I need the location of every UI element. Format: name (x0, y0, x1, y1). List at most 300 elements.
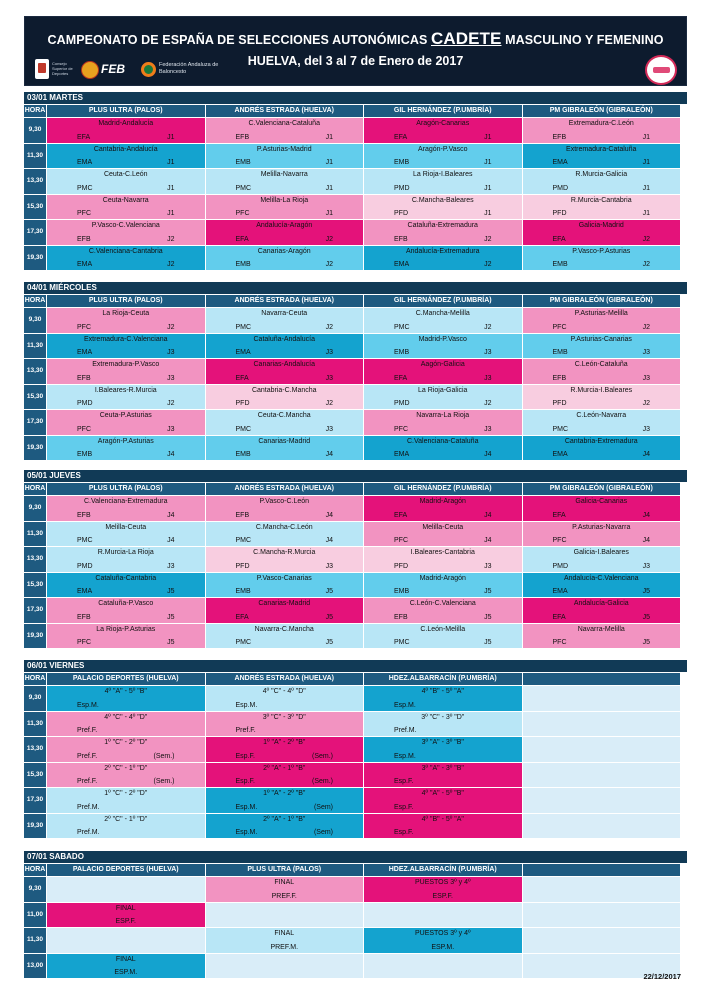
game-cell (206, 496, 364, 521)
game-cell (523, 385, 681, 410)
time-label: 9,30 (24, 496, 46, 521)
matchup: La Rioja-P.Asturias (96, 625, 156, 633)
round-code: J1 (325, 210, 333, 217)
time-slot-row (24, 737, 687, 762)
round-code: J4 (484, 451, 492, 458)
category-code: EFA (394, 374, 408, 382)
time-label: 9,30 (24, 118, 46, 143)
matchup: 2º "A" - 1º "B" (263, 815, 306, 823)
round-code: J1 (642, 159, 650, 166)
venue-header: GIL HERNÁNDEZ (P.UMBRÍA) (364, 295, 522, 307)
game-cell (206, 814, 364, 839)
round-code: J2 (642, 323, 650, 331)
time-slot-row (24, 308, 687, 333)
game-cell (523, 118, 681, 143)
hora-header: HORA (24, 673, 46, 685)
time-label: 13,30 (24, 737, 46, 762)
matchup: Aragón-P.Vasco (417, 145, 468, 153)
matchup: 2º "A" - 1º "B" (263, 764, 306, 772)
game-cell (206, 410, 364, 435)
game-cell (523, 547, 681, 572)
matchup: Galicia-Madrid (578, 222, 624, 229)
category-code: EFA (235, 235, 249, 243)
hora-header: HORA (24, 864, 46, 876)
matchup: C.Mancha-Baleares (411, 196, 474, 204)
hora-header: HORA (24, 483, 46, 495)
game-cell (206, 118, 364, 143)
category-code: PFD (394, 210, 408, 217)
time-label: 17,30 (24, 788, 46, 813)
matchup: 1º "C" - 2º "D" (104, 790, 148, 797)
category-code: PMC (394, 639, 410, 646)
round-code: J4 (484, 511, 492, 519)
round-code: J4 (642, 511, 650, 519)
matchup: Andalucía-Extremadura (405, 247, 480, 255)
round-code: J3 (325, 374, 333, 382)
matchup: C.León-Cataluña (574, 361, 628, 368)
time-slot-row (24, 763, 687, 788)
round-code: J2 (167, 323, 175, 331)
game-cell (47, 624, 205, 649)
round-code: J3 (325, 425, 333, 433)
venue-header (523, 673, 681, 685)
round-code: J1 (325, 184, 333, 192)
matchup: C.León-C.Valenciana (409, 600, 476, 607)
game-cell (364, 686, 522, 711)
round-code: J1 (484, 133, 492, 141)
game-cell (364, 814, 522, 839)
round-code: J2 (325, 400, 333, 407)
time-slot-row (24, 877, 687, 902)
time-slot-row (24, 573, 687, 598)
category-code: EMB (552, 261, 568, 268)
game-cell (206, 624, 364, 649)
game-cell (47, 195, 205, 220)
venue-header: PM GIBRALEÓN (GIBRALEÓN) (523, 483, 681, 495)
matchup: Ceuta-Navarra (102, 196, 149, 204)
game-cell (47, 144, 205, 169)
time-slot-row (24, 598, 687, 623)
matchup: 1º "C" - 2º "D" (104, 739, 148, 746)
category-code: Esp.M. (77, 701, 99, 709)
title-part-2: MASCULINO Y FEMENINO (505, 33, 664, 47)
round-code: J3 (484, 349, 492, 356)
time-label: 9,30 (24, 308, 46, 333)
round-code: J5 (642, 613, 650, 621)
category-code: Esp.F. (394, 829, 414, 836)
game-cell (523, 410, 681, 435)
matchup: FINAL (115, 955, 136, 963)
category-code: EMA (235, 349, 251, 356)
category-code: PMC (77, 537, 93, 544)
game-cell (523, 144, 681, 169)
time-slot-row (24, 169, 687, 194)
round-code: J2 (325, 235, 333, 243)
game-cell (364, 144, 522, 169)
title-cadete: CADETE (430, 29, 502, 48)
matchup: C.Mancha-C.León (255, 523, 313, 531)
time-slot-row (24, 522, 687, 547)
round-code: J4 (167, 451, 175, 458)
time-label: 11,30 (24, 712, 46, 737)
matchup: 1º "A" - 2º "B" (263, 739, 306, 746)
game-cell (206, 246, 364, 271)
round-code: J1 (167, 159, 175, 166)
category-code: EFB (77, 374, 91, 382)
game-cell (206, 220, 364, 245)
category-code: EMA (552, 588, 568, 595)
category-code: Pref.F. (235, 727, 256, 734)
game-cell (523, 308, 681, 333)
game-cell (47, 522, 205, 547)
category-code: PMD (394, 184, 410, 192)
game-cell (364, 436, 522, 461)
game-cell (364, 496, 522, 521)
round-code: J5 (167, 639, 175, 646)
time-label: 13,30 (24, 169, 46, 194)
matchup: Ceuta-C.Mancha (257, 412, 311, 419)
game-cell (206, 334, 364, 359)
matchup: 3º "A" - 3º "B" (421, 764, 464, 772)
page-title (25, 29, 686, 49)
matchup: La Rioja-Galicia (418, 386, 468, 394)
matchup: 2º "C" - 1º "D" (104, 815, 148, 823)
game-cell (47, 954, 205, 979)
matchup: Aragón-P.Asturias (97, 437, 154, 445)
game-cell (47, 385, 205, 410)
empty-cell (206, 954, 364, 979)
matchup: C.León-Navarra (576, 412, 627, 419)
venue-header: PLUS ULTRA (PALOS) (206, 864, 364, 876)
empty-cell (206, 903, 364, 928)
venue-header: GIL HERNÁNDEZ (P.UMBRÍA) (364, 105, 522, 117)
category-code: PMC (77, 184, 93, 192)
time-label: 13,30 (24, 359, 46, 384)
empty-cell (523, 763, 681, 788)
category-code: EMB (394, 159, 410, 166)
matchup: 4º "A" - 5º "B" (421, 790, 464, 797)
category-code: Esp.M. (394, 752, 416, 760)
empty-cell (523, 814, 681, 839)
day-section (24, 92, 687, 270)
category-code: Esp.M. (235, 701, 258, 709)
game-cell (206, 144, 364, 169)
category-code: ESP.F. (432, 892, 453, 900)
hora-header: HORA (24, 295, 46, 307)
matchup: Navarra-C.Mancha (254, 625, 314, 633)
matchup: PUESTOS 3º y 4º (414, 930, 471, 937)
matchup: 2º "C" - 1º "D" (104, 764, 148, 772)
round-code: J4 (484, 537, 492, 544)
category-code: EFA (235, 374, 249, 382)
round-code: J1 (325, 159, 333, 166)
game-cell (523, 246, 681, 271)
game-cell (523, 195, 681, 220)
round-code: J5 (325, 613, 333, 621)
fab-logo: Federación Andaluza de Baloncesto (141, 59, 221, 81)
round-note: (Sem.) (312, 778, 333, 785)
time-label: 11,00 (24, 903, 46, 928)
venue-header (523, 864, 681, 876)
time-slot-row (24, 686, 687, 711)
category-code: EMA (77, 349, 93, 356)
category-code: Pref.M. (77, 803, 100, 811)
empty-cell (523, 712, 681, 737)
matchup: Canarias-Madrid (258, 437, 311, 445)
matchup: C.Valenciana-Cataluña (248, 120, 320, 127)
category-code: Pref.F. (77, 752, 98, 760)
game-cell (206, 385, 364, 410)
matchup: Melilla-Navarra (260, 171, 308, 178)
day-section (24, 470, 687, 648)
round-code: J5 (325, 639, 333, 646)
game-cell (364, 573, 522, 598)
matchup: P.Asturias-Melilla (574, 310, 628, 317)
time-label: 19,30 (24, 246, 46, 271)
empty-cell (364, 903, 522, 928)
feb-logo: FEB (81, 59, 131, 81)
matchup: Cantabria-Andalucía (93, 145, 158, 153)
category-code: PMC (235, 537, 252, 544)
venue-header-row (24, 105, 687, 117)
game-cell (364, 598, 522, 623)
game-cell (47, 712, 205, 737)
time-slot-row (24, 814, 687, 839)
time-slot-row (24, 246, 687, 271)
game-cell (47, 496, 205, 521)
matchup: 4º "B" - 5º "A" (421, 815, 464, 823)
matchup: Navarra-La Rioja (416, 412, 470, 419)
category-code: EFA (394, 511, 408, 519)
time-label: 11,30 (24, 522, 46, 547)
game-cell (206, 928, 364, 953)
venue-header-row (24, 295, 687, 307)
category-code: PFC (394, 425, 408, 433)
game-cell (364, 522, 522, 547)
matchup: 3º "C" - 3º "D" (421, 713, 465, 721)
game-cell (206, 522, 364, 547)
game-cell (364, 410, 522, 435)
page-subtitle: HUELVA, del 3 al 7 de Enero de 2017 (247, 54, 464, 68)
category-code: EMB (235, 588, 251, 595)
round-code: J3 (642, 562, 650, 570)
hora-header: HORA (24, 105, 46, 117)
category-code: EFB (77, 235, 91, 243)
matchup: P.Asturias-Navarra (572, 523, 631, 531)
matchup: P.Asturias-Canarias (570, 335, 632, 343)
category-code: PFC (77, 323, 91, 331)
game-cell (47, 573, 205, 598)
venue-header: GIL HERNÁNDEZ (P.UMBRÍA) (364, 483, 522, 495)
matchup: Andalucía-Aragón (256, 222, 313, 229)
round-code: J1 (325, 133, 333, 141)
matchup: C.Valenciana-Cataluña (407, 437, 479, 445)
matchup: C.Valenciana-Extremadura (83, 498, 168, 505)
csd-logo: Consejo Superior de Deportes (35, 59, 75, 81)
time-label: 15,30 (24, 195, 46, 220)
day-title: 07/01 SABADO (24, 851, 687, 863)
matchup: 3º "A" - 3º "B" (421, 739, 464, 746)
game-cell (364, 359, 522, 384)
round-code: J2 (484, 235, 492, 243)
category-code: PFD (552, 210, 567, 217)
category-code: EFB (552, 133, 567, 141)
time-label: 9,30 (24, 686, 46, 711)
day-title: 06/01 VIERNES (24, 660, 687, 672)
time-slot-row (24, 624, 687, 649)
matchup: I.Baleares-R.Murcia (94, 386, 157, 394)
venue-header-row (24, 864, 687, 876)
category-code: EFB (235, 511, 250, 519)
game-cell (364, 712, 522, 737)
time-slot-row (24, 712, 687, 737)
category-code: PREF.M. (270, 943, 299, 951)
matchup: P.Vasco-C.Valenciana (91, 222, 160, 229)
category-code: EMA (552, 159, 568, 166)
matchup: Melilla-La Rioja (260, 196, 309, 204)
category-code: Esp.M. (235, 829, 258, 836)
venue-header: HDEZ.ALBARRACÍN (P.UMBRÍA) (364, 864, 522, 876)
game-cell (364, 928, 522, 953)
game-cell (47, 436, 205, 461)
game-cell (206, 598, 364, 623)
game-cell (364, 737, 522, 762)
matchup: Cantabria-Extremadura (564, 437, 638, 445)
empty-cell (523, 903, 681, 928)
game-cell (364, 763, 522, 788)
category-code: EMA (394, 261, 410, 268)
time-label: 15,30 (24, 385, 46, 410)
category-code: ESP.M. (431, 943, 455, 951)
matchup: Extremadura-Cataluña (566, 145, 637, 153)
matchup: R.Murcia-Cantabria (570, 196, 632, 204)
round-code: J1 (167, 210, 175, 217)
time-slot-row (24, 788, 687, 813)
time-label: 19,30 (24, 814, 46, 839)
time-slot-row (24, 220, 687, 245)
category-code: EFB (394, 613, 408, 621)
game-cell (523, 598, 681, 623)
game-cell (364, 624, 522, 649)
round-code: J2 (642, 400, 650, 407)
matchup: R.Murcia-I.Baleares (570, 386, 633, 394)
category-code: ESP.F. (115, 918, 136, 925)
matchup: Cataluña-Andalucía (253, 335, 315, 343)
empty-cell (523, 686, 681, 711)
round-code: J5 (325, 588, 333, 595)
category-code: EMA (77, 588, 93, 595)
time-label: 17,30 (24, 410, 46, 435)
category-code: Pref.F. (77, 727, 98, 734)
matchup: C.Valenciana-Cantabria (88, 247, 163, 255)
matchup: Extremadura-C.Valenciana (83, 335, 168, 343)
round-code: J4 (642, 451, 650, 458)
empty-cell (523, 928, 681, 953)
matchup: Galicia-I.Baleares (573, 549, 629, 556)
round-code: J3 (642, 349, 650, 356)
round-code: J2 (484, 323, 492, 331)
time-label: 11,30 (24, 144, 46, 169)
game-cell (47, 763, 205, 788)
category-code: PFC (235, 210, 250, 217)
game-cell (47, 903, 205, 928)
time-label: 15,30 (24, 573, 46, 598)
game-cell (364, 169, 522, 194)
category-code: PMD (77, 562, 93, 570)
game-cell (206, 169, 364, 194)
game-cell (523, 496, 681, 521)
game-cell (206, 436, 364, 461)
round-code: J1 (484, 184, 492, 192)
category-code: EMB (552, 349, 568, 356)
matchup: Canarias-Aragón (257, 247, 311, 255)
time-slot-row (24, 903, 687, 928)
venue-header: ANDRÉS ESTRADA (HUELVA) (206, 483, 364, 495)
game-cell (206, 877, 364, 902)
matchup: FINAL (115, 904, 136, 912)
round-code: J1 (167, 133, 175, 141)
empty-cell (47, 928, 205, 953)
round-code: J3 (167, 425, 175, 433)
matchup: 4º "C" - 4º "D" (104, 713, 148, 721)
matchup: R.Murcia-Galicia (575, 171, 628, 178)
game-cell (206, 737, 364, 762)
game-cell (523, 169, 681, 194)
category-code: Esp.F. (235, 752, 255, 760)
time-label: 9,30 (24, 877, 46, 902)
matchup: C.León-Melilla (420, 625, 466, 633)
round-code: J1 (642, 133, 650, 141)
matchup: Ceuta-P.Asturias (99, 412, 152, 419)
game-cell (364, 220, 522, 245)
category-code: EFB (552, 374, 567, 382)
category-code: PFC (552, 537, 567, 544)
round-code: J2 (167, 235, 175, 243)
empty-cell (523, 788, 681, 813)
time-label: 13,00 (24, 954, 46, 979)
venue-header: HDEZ.ALBARRACÍN (P.UMBRÍA) (364, 673, 522, 685)
matchup: P.Vasco-Canarias (256, 574, 312, 582)
venue-header: PM GIBRALEÓN (GIBRALEÓN) (523, 105, 681, 117)
category-code: Esp.F. (394, 803, 414, 811)
game-cell (47, 410, 205, 435)
venue-header: ANDRÉS ESTRADA (HUELVA) (206, 673, 364, 685)
matchup: Extremadura-C.León (568, 120, 634, 127)
empty-cell (364, 954, 522, 979)
round-code: J5 (167, 588, 175, 595)
day-section (24, 851, 687, 978)
matchup: Aragón-Canarias (416, 120, 470, 127)
round-code: J3 (325, 562, 333, 570)
round-code: J1 (642, 210, 650, 217)
category-code: EMB (235, 451, 251, 458)
matchup: Canarias-Andalucía (253, 361, 315, 368)
game-cell (47, 359, 205, 384)
round-note: (Sem.) (312, 752, 333, 760)
category-code: PFC (77, 210, 91, 217)
matchup: C.Mancha-Melilla (415, 310, 470, 317)
time-slot-row (24, 359, 687, 384)
matchup: C.Mancha-R.Murcia (253, 549, 316, 556)
game-cell (47, 686, 205, 711)
day-section (24, 282, 687, 460)
matchup: PUESTOS 3º y 4º (414, 879, 471, 886)
round-code: J2 (325, 323, 333, 331)
matchup: Madrid-Andalucía (98, 120, 154, 127)
matchup: Extremadura-P.Vasco (92, 361, 160, 368)
time-slot-row (24, 334, 687, 359)
matchup: Canarias-Madrid (258, 600, 311, 607)
